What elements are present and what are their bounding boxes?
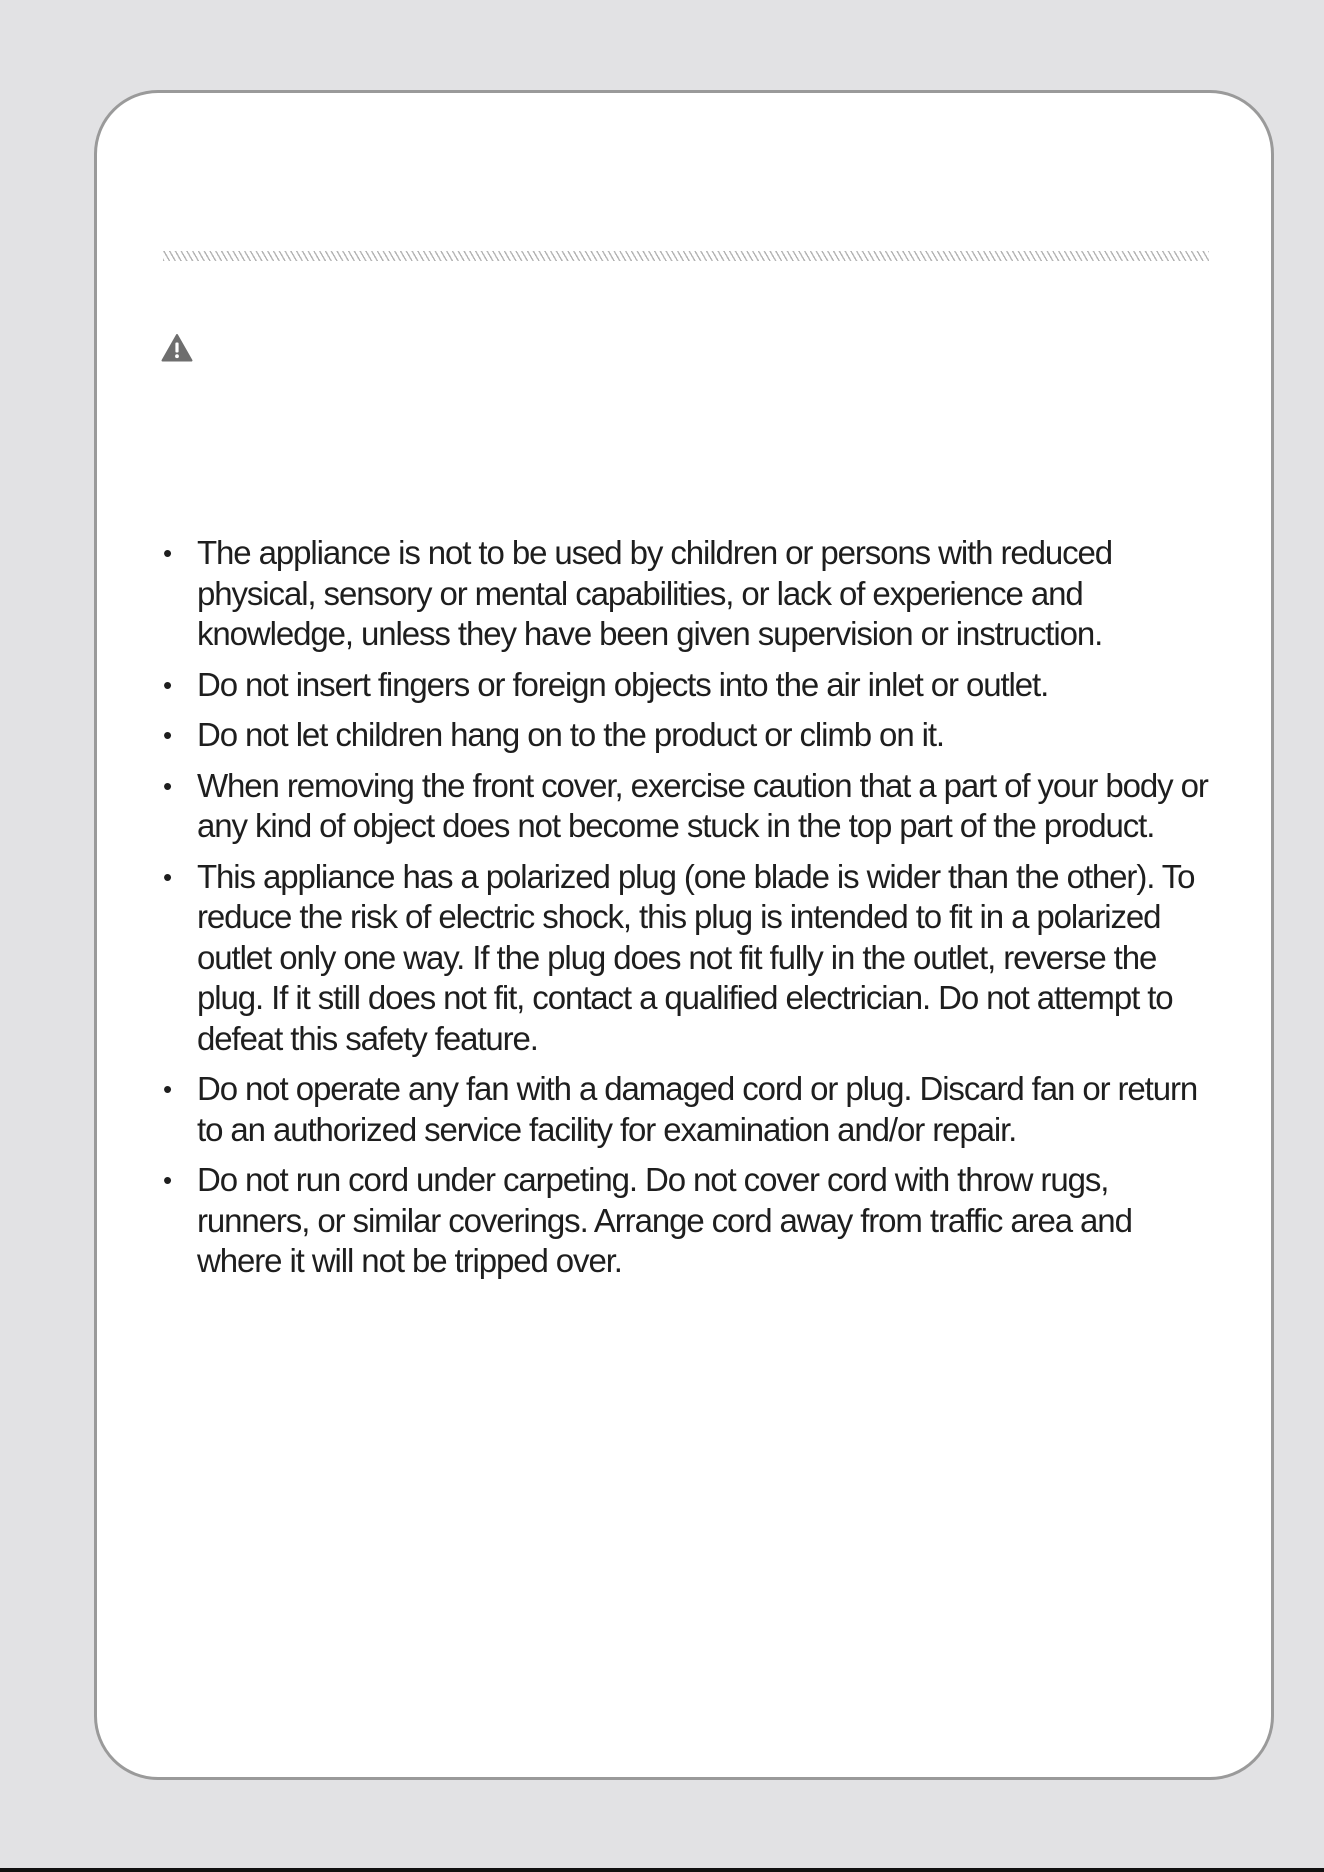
list-item [163, 533, 1223, 655]
bullet: • [163, 770, 172, 801]
page-bottom-edge [0, 1868, 1324, 1872]
page-card [94, 90, 1274, 1780]
bullet: • [163, 669, 172, 700]
safety-instructions-list [163, 533, 1223, 1292]
list-item-text: Do not let children hang on to the product or climb on it. [197, 716, 945, 753]
list-item [163, 766, 1223, 847]
list-item [163, 857, 1223, 1060]
list-item [163, 1160, 1223, 1282]
list-item [163, 665, 1223, 706]
list-item [163, 1069, 1223, 1150]
bullet: • [163, 720, 172, 750]
list-item-text: The appliance is not to be used by children or persons with reduced physical, sensory or mental capabilities, or lack of experience and knowledge, unless they have been given supervision or instruction. [197, 534, 1113, 652]
bullet: • [163, 538, 172, 568]
bullet: • [163, 1165, 172, 1195]
list-item-text: When removing the front cover, exercise caution that a part of your body or any kind of object does not become stuck in the top part of the product. [197, 766, 1208, 844]
bullet: • [163, 861, 172, 892]
list-item [163, 715, 1223, 756]
list-item-text: Do not run cord under carpeting. Do not cover cord with throw rugs, runners, or similar coverings. Arrange cord away from traffic area and where it will not be tripped over. [197, 1161, 1132, 1279]
list-item-text: This appliance has a polarized plug (one blade is wider than the other). To reduce the risk of electric shock, this plug is intended to fit in a polarized outlet only one way. If the plug does not fit fully in the outlet, reverse the plug. If it still does not fit, contact a qualified electrician. Do not attempt to defeat this safety feature. [197, 857, 1195, 1057]
bullet: • [163, 1074, 172, 1104]
list-item-text: Do not insert fingers or foreign objects into the air inlet or outlet. [197, 665, 1049, 703]
hatched-divider [163, 251, 1209, 261]
list-item-text: Do not operate any fan with a damaged cord or plug. Discard fan or return to an authorized service facility for examination and/or repair. [197, 1070, 1198, 1148]
warning-triangle-icon [161, 333, 193, 363]
